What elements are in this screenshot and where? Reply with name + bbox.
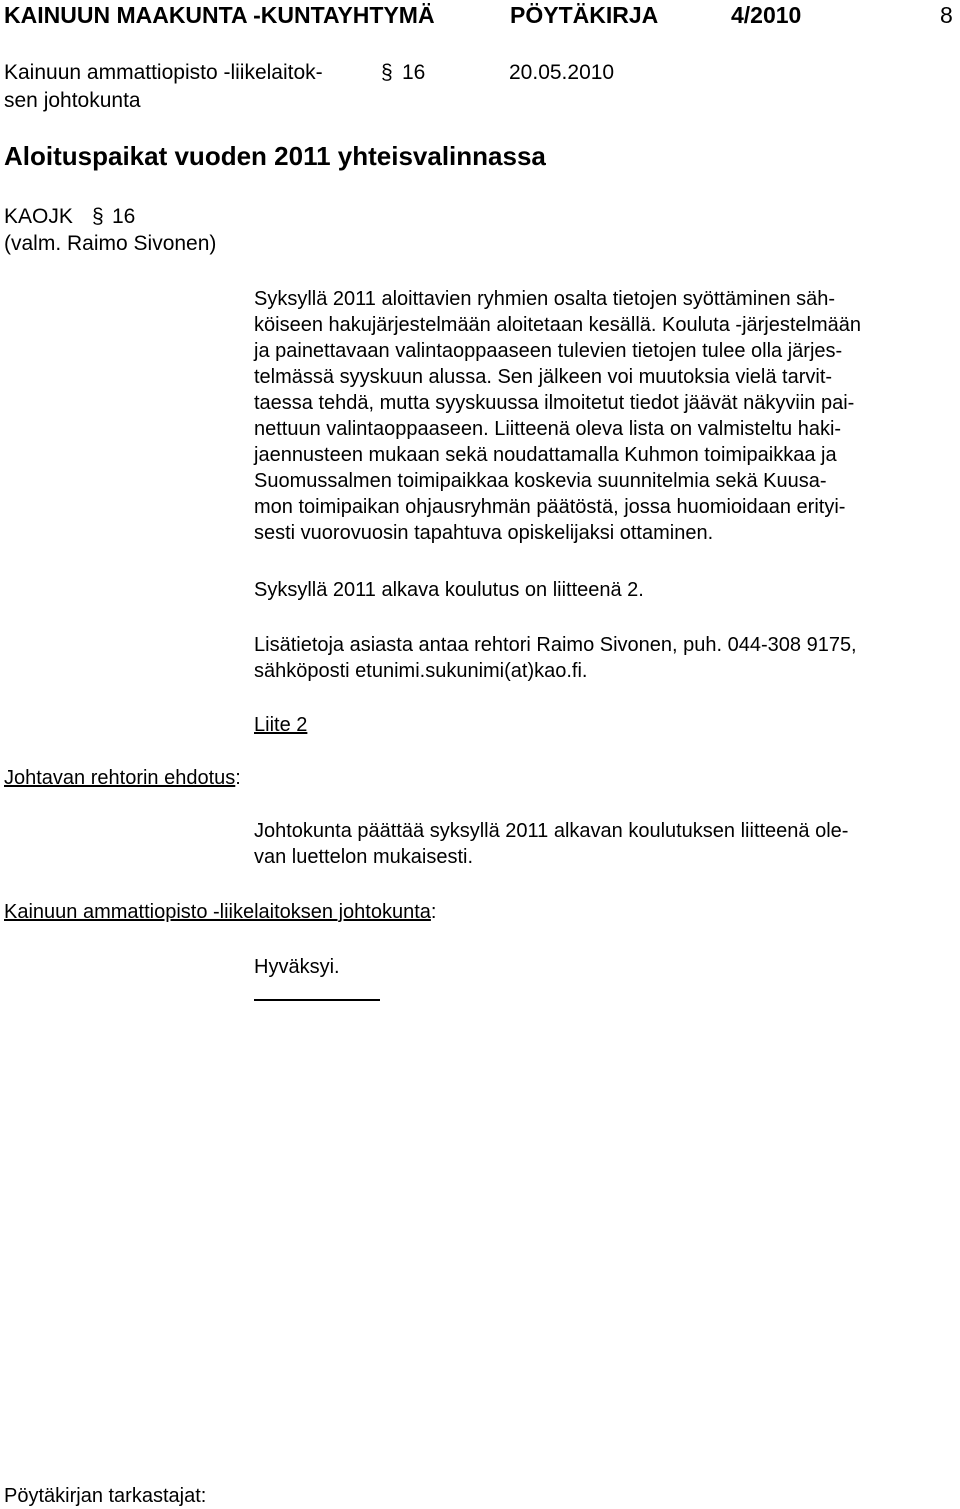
contact-info-line: sähköposti etunimi.sukunimi(at)kao.fi. — [254, 660, 588, 682]
reference-section-symbol: § — [92, 205, 104, 228]
page-number: 8 — [940, 2, 953, 28]
attachment-note: Syksyllä 2011 alkava koulutus on liitteenä 2. — [254, 579, 644, 601]
reference-section-number: 16 — [112, 205, 136, 228]
footer-label: Pöytäkirjan tarkastajat: — [4, 1485, 207, 1507]
reference-code: KAOJK — [4, 205, 73, 228]
paragraph-line: jaennusteen mukaan sekä noudattamalla Kuhmon toimipaikkaa ja — [254, 444, 837, 466]
decision-text: Hyväksyi. — [254, 956, 340, 978]
paragraph-line: ja painettavaan valintaoppaaseen tulevien tietojen tulee olla järjes- — [254, 340, 843, 362]
document-type: PÖYTÄKIRJA — [510, 2, 659, 28]
paragraph-line: sesti vuorovuosin tapahtuva opiskelijaksi ottaminen. — [254, 522, 714, 544]
proposal-text-line: Johtokunta päättää syksyllä 2011 alkavan koulutuksen liitteenä ole- — [254, 820, 849, 842]
proposal-heading — [4, 765, 241, 791]
page-title: Aloituspaikat vuoden 2011 yhteisvalinnassa — [4, 141, 546, 171]
attachment-link[interactable]: Liite 2 — [254, 714, 308, 736]
section-number: 16 — [402, 61, 426, 84]
document-number: 4/2010 — [731, 2, 802, 28]
governing-body-line1: Kainuun ammattiopisto -liikelaitok- — [4, 61, 323, 84]
paragraph-line: Suomussalmen toimipaikkaa koskevia suunnitelmia sekä Kuusa- — [254, 470, 827, 492]
decision-heading — [4, 899, 436, 925]
paragraph-line: telmässä syyskuun alussa. Sen jälkeen voi muutoksia vielä tarvit- — [254, 366, 833, 388]
meeting-date: 20.05.2010 — [509, 61, 615, 84]
proposal-label: Johtavan rehtorin ehdotus — [4, 767, 236, 789]
preparer: (valm. Raimo Sivonen) — [4, 232, 217, 255]
decision-colon: : — [430, 901, 437, 923]
proposal-text-line: van luettelon mukaisesti. — [254, 846, 474, 868]
signature-line — [254, 999, 380, 1001]
section-symbol: § — [381, 61, 393, 84]
paragraph-line: taessa tehdä, mutta syyskuussa ilmoitetut tiedot jäävät näkyviin pai- — [254, 392, 855, 414]
proposal-colon: : — [235, 767, 241, 789]
contact-info-line: Lisätietoja asiasta antaa rehtori Raimo Sivonen, puh. 044-308 9175, — [254, 634, 857, 656]
paragraph-line: köiseen hakujärjestelmään aloitetaan kesällä. Kouluta -järjestelmään — [254, 314, 862, 336]
organization-name: KAINUUN MAAKUNTA -KUNTAYHTYMÄ — [4, 2, 435, 28]
paragraph-line: Syksyllä 2011 aloittavien ryhmien osalta tietojen syöttäminen säh- — [254, 288, 836, 310]
paragraph-line: mon toimipaikan ohjausryhmän päätöstä, jossa huomioidaan erityi- — [254, 496, 846, 518]
paragraph-line: nettuun valintaoppaaseen. Liitteenä oleva lista on valmisteltu haki- — [254, 418, 842, 440]
governing-body-line2: sen johtokunta — [4, 89, 141, 112]
decision-label: Kainuun ammattiopisto -liikelaitoksen johtokunta — [4, 901, 431, 923]
